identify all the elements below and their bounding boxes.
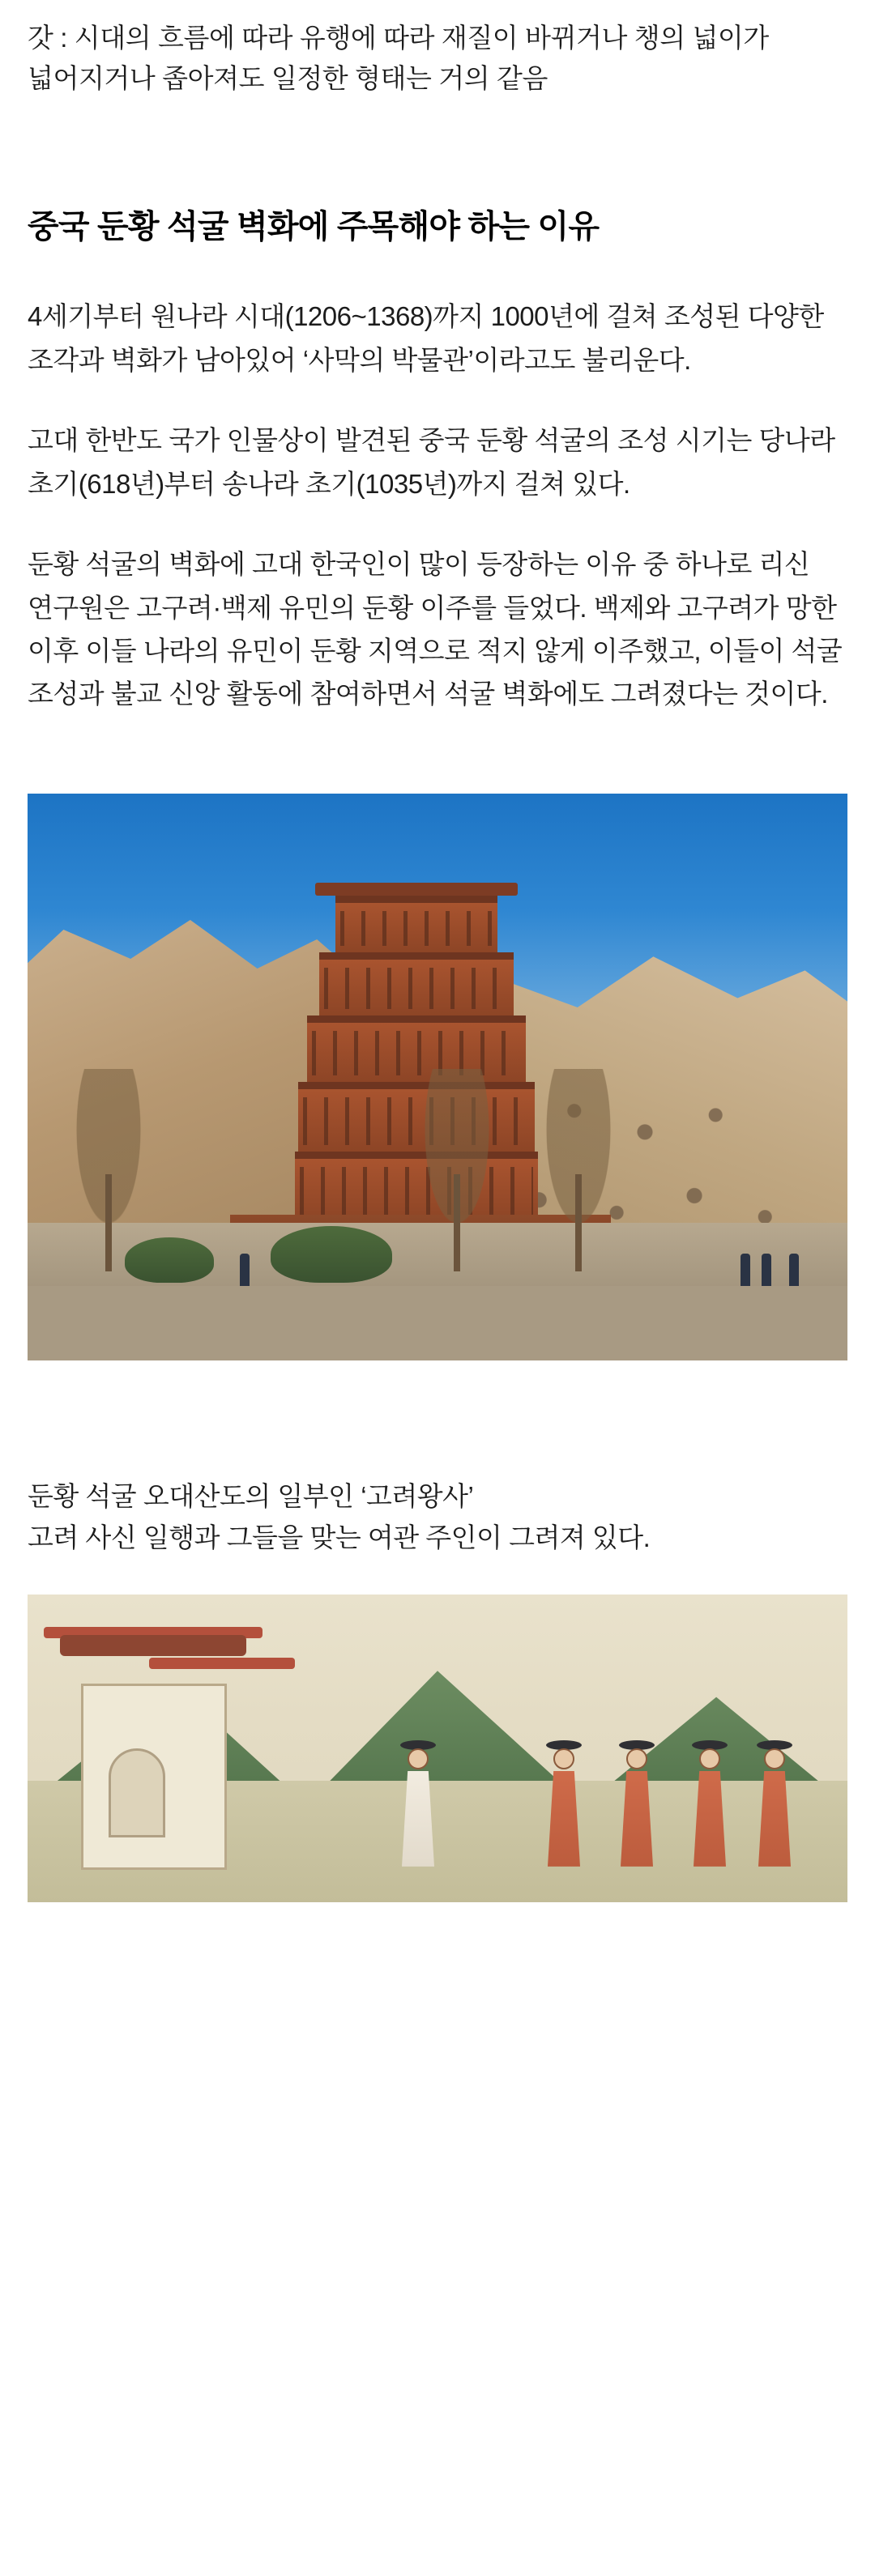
tree-right: [530, 1069, 627, 1271]
visitor-figure-2: [741, 1254, 750, 1286]
figure-caption-line-2: 고려 사신 일행과 그들을 맞는 여관 주인이 그려져 있다.: [28, 1522, 651, 1553]
mural-figure-envoy-2: [619, 1748, 655, 1870]
visitor-figure-3: [762, 1254, 771, 1286]
temple-roof-top: [315, 883, 518, 896]
paragraph-2: 고대 한반도 국가 인물상이 발견된 중국 둔황 석굴의 조성 시기는 당나라 초기(618년)부터 송나라 초기(1035년)까지 걸쳐 있다.: [28, 425, 835, 499]
visitor-figure-1: [240, 1254, 250, 1286]
paragraph-3: 둔황 석굴의 벽화에 고대 한국인이 많이 등장하는 이유 중 하나로 리신 연구원은 고구려·백제 유민의 둔황 이주를 들었다. 백제와 고구려가 망한 이후 이들 나라의 유민이 둔황 지역으로 적지 않게 이주했고, 이들이 석굴 조성과 불교 신앙 활동에 참여하면서 석굴 벽화에도 그려졌다는 것이다.: [28, 549, 843, 709]
paragraph-1: 4세기부터 원나라 시대(1206~1368)까지 1000년에 걸쳐 조성된 다양한 조각과 벽화가 남아있어 ‘사막의 박물관’이라고도 불리운다.: [28, 301, 824, 375]
figure-robe: [548, 1771, 580, 1867]
mural-pavilion: [60, 1635, 246, 1878]
temple-tier-1: [335, 896, 497, 952]
bush-left: [125, 1237, 214, 1283]
mural-figure-envoy-4: [757, 1748, 792, 1870]
mural-figure-innkeeper: [400, 1748, 436, 1870]
figure-head: [699, 1748, 720, 1769]
visitor-figure-4: [789, 1254, 799, 1286]
figure-robe: [694, 1771, 726, 1867]
plaza-region: [28, 1286, 847, 1360]
dunhuang-grotto-photo: [28, 794, 847, 1360]
pavilion-arch: [109, 1748, 165, 1837]
pavilion-roof: [60, 1635, 246, 1656]
figure-head: [553, 1748, 574, 1769]
tree-center: [408, 1069, 506, 1271]
mural-figure-envoy-3: [692, 1748, 728, 1870]
top-caption-text: 갓 : 시대의 흐름에 따라 유행에 따라 재질이 바뀌거나 챙의 넓이가 넓어지거나 좁아져도 일정한 형태는 거의 같음: [28, 23, 769, 94]
figure-robe: [402, 1771, 434, 1867]
figure-robe: [758, 1771, 791, 1867]
goryeowangsa-mural-photo: [28, 1595, 847, 1902]
temple-tier-2: [319, 952, 514, 1015]
figure-head: [408, 1748, 429, 1769]
figure-caption-block: [28, 1475, 847, 1559]
figure-robe: [621, 1771, 653, 1867]
figure-dunhuang-grotto: [28, 794, 847, 1360]
bush-center: [271, 1226, 392, 1283]
page-title: 중국 둔황 석굴 벽화에 주목해야 하는 이유: [28, 209, 600, 245]
mural-figure-envoy-1: [546, 1748, 582, 1870]
figure-caption-line-1: 둔황 석굴 오대산도의 일부인 ‘고려왕사’: [28, 1480, 474, 1511]
figure-head: [626, 1748, 647, 1769]
figure-head: [764, 1748, 785, 1769]
